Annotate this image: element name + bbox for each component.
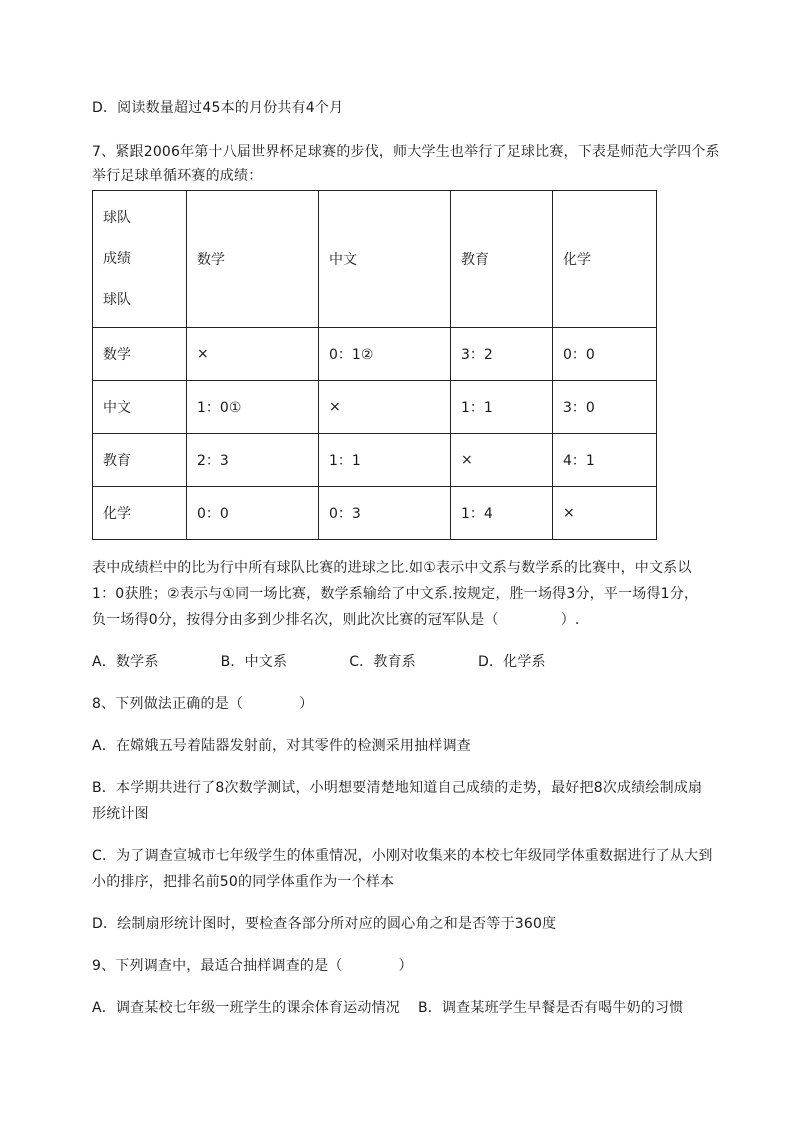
column-header: 中文 [319,191,451,328]
q9-stem-close: ） [398,958,413,974]
q8-option-b-line2: 形统计图 [92,806,149,822]
column-header: 数学 [187,191,319,328]
score-cell: 3：2 [451,328,553,381]
score-cell: 2：3 [187,434,319,487]
score-cell: 1：0① [187,381,319,434]
q7-stem-line1: 7、紧跟2006年第十八届世界杯足球赛的步伐，师大学生也举行了足球比赛，下表是师范大学四个系 [92,144,720,160]
score-cell: 0：0 [187,487,319,540]
q7-option-a: A．数学系 [92,654,159,670]
table-row [93,487,657,540]
q8-stem [92,694,313,714]
q8-option-c-line1: C．为了调查宣城市七年级学生的体重情况，小刚对收集来的本校七年级同学体重数据进行了从大到 [92,848,713,864]
row-header: 数学 [93,328,187,381]
corner-label-top: 球队 [103,209,131,226]
score-cell: 1：4 [451,487,553,540]
table-row [93,381,657,434]
score-cell: × [553,487,657,540]
row-header: 中文 [93,381,187,434]
q9-option-a: A．调查某校七年级一班学生的课余体育运动情况 [92,1000,400,1016]
score-table [92,190,657,540]
column-header: 教育 [451,191,553,328]
q8-stem-text: 8、下列做法正确的是（ [92,696,244,712]
q9-stem [92,956,413,976]
q6-option-d: D．阅读数量超过45本的月份共有4个月 [92,100,344,116]
table-row [93,434,657,487]
table-corner-cell [93,191,187,328]
q7-option-d: D．化学系 [477,654,546,670]
q7-explain-line1: 表中成绩栏中的比为行中所有球队比赛的进球之比.如①表示中文系与数学系的比赛中，中文系以 [92,560,692,576]
q7-explain-close: ）. [560,612,580,628]
corner-label-middle: 成绩 [103,250,131,267]
score-cell: × [187,328,319,381]
score-cell: 1：1 [319,434,451,487]
score-cell: 0：0 [553,328,657,381]
q7-option-b: B．中文系 [220,654,288,670]
q7-options [92,652,546,672]
table-row [93,328,657,381]
q7-explain-line3 [92,610,580,630]
q8-option-c-line2: 小的排序，把排名前50的同学体重作为一个样本 [92,874,395,890]
corner-label-bottom: 球队 [103,291,131,308]
score-cell: 3：0 [553,381,657,434]
score-cell: 0：3 [319,487,451,540]
q9-option-b: B．调查某班学生早餐是否有喝牛奶的习惯 [417,1000,684,1016]
score-cell: × [319,381,451,434]
q8-stem-close: ） [299,696,314,712]
q7-explain-text: 负一场得0分，按得分由多到少排名次，则此次比赛的冠军队是（ [92,612,499,628]
q8-option-a: A．在嫦娥五号着陆器发射前，对其零件的检测采用抽样调查 [92,738,471,754]
q7-explain-line2: 1：0获胜；②表示与①同一场比赛，数学系输给了中文系.按规定，胜一场得3分，平一场得1分， [92,586,699,602]
q7-stem-line2: 举行足球单循环赛的成绩： [92,168,263,184]
q8-option-d: D．绘制扇形统计图时，要检查各部分所对应的圆心角之和是否等于360度 [92,916,557,932]
q9-options [92,998,683,1018]
q9-stem-text: 9、下列调查中，最适合抽样调查的是（ [92,958,343,974]
score-cell: 4：1 [553,434,657,487]
table-header-row [93,191,657,328]
column-header: 化学 [553,191,657,328]
score-cell: 1：1 [451,381,553,434]
q8-option-b-line1: B．本学期共进行了8次数学测试，小明想要清楚地知道自己成绩的走势，最好把8次成绩绘制成扇 [92,780,703,796]
row-header: 化学 [93,487,187,540]
q7-option-c: C．教育系 [349,654,416,670]
score-cell: × [451,434,553,487]
score-cell: 0：1② [319,328,451,381]
row-header: 教育 [93,434,187,487]
